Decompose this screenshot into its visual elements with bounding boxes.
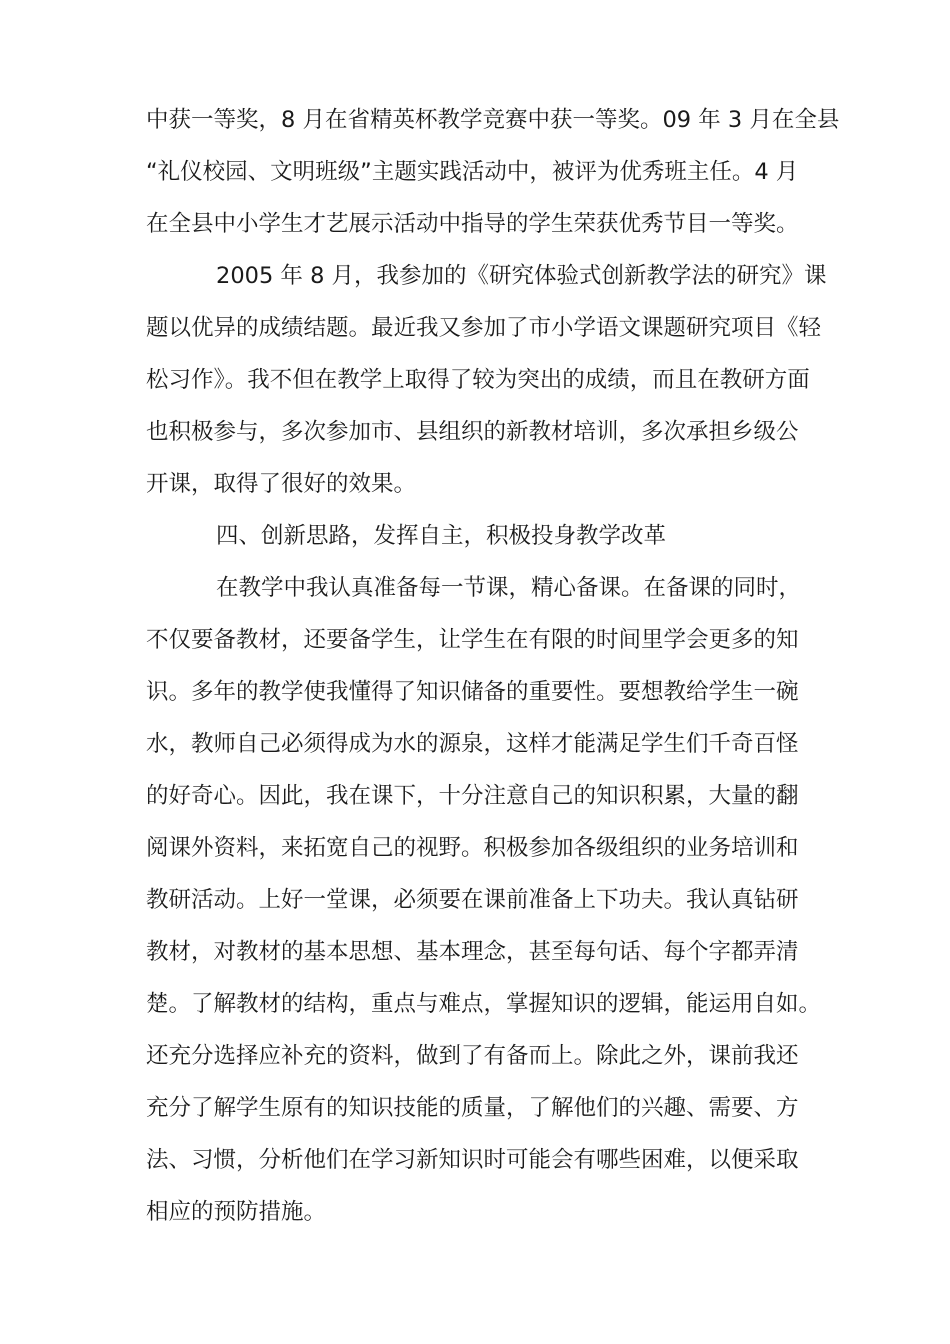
text-line: 充分了解学生原有的知识技能的质量，了解他们的兴趣、需要、方 — [146, 1095, 799, 1121]
document-body — [146, 94, 840, 1238]
text-line: 还充分选择应补充的资料，做到了有备而上。除此之外，课前我还 — [146, 1043, 799, 1069]
text-line: 楚。了解教材的结构，重点与难点，掌握知识的逻辑，能运用自如。 — [146, 991, 822, 1017]
text-line: 也积极参与，多次参加市、县组织的新教材培训，多次承担乡级公 — [146, 419, 799, 445]
text-line: 开课，取得了很好的效果。 — [146, 471, 417, 497]
text-line: 不仅要备教材，还要备学生，让学生在有限的时间里学会更多的知 — [146, 627, 799, 653]
text-line: 教材，对教材的基本思想、基本理念，甚至每句话、每个字都弄清 — [146, 939, 799, 965]
text-line: 的好奇心。因此，我在课下，十分注意自己的知识积累，大量的翻 — [146, 783, 799, 809]
text-line: 教研活动。上好一堂课，必须要在课前准备上下功夫。我认真钻研 — [146, 887, 799, 913]
text-line: 中获一等奖，8 月在省精英杯教学竞赛中获一等奖。09 年 3 月在全县 — [146, 107, 840, 133]
text-line: 阅课外资料，来拓宽自己的视野。积极参加各级组织的业务培训和 — [146, 835, 799, 861]
text-line: 松习作》。我不但在教学上取得了较为突出的成绩，而且在教研方面 — [146, 367, 810, 393]
text-line: 法、习惯，分析他们在学习新知识时可能会有哪些困难，以便采取 — [146, 1147, 799, 1173]
text-line: 题以优异的成绩结题。最近我又参加了市小学语文课题研究项目《轻 — [146, 315, 822, 341]
text-line: 在教学中我认真准备每一节课，精心备课。在备课的同时， — [216, 575, 802, 601]
text-line: “礼仪校园、文明班级”主题实践活动中，被评为优秀班主任。4 月 — [146, 159, 799, 185]
text-line: 相应的预防措施。 — [146, 1199, 327, 1225]
section-heading: 四、创新思路，发挥自主，积极投身教学改革 — [216, 523, 667, 549]
paragraph-lesson-preparation — [146, 562, 822, 1238]
text-line: 水，教师自己必须得成为水的源泉，这样才能满足学生们千奇百怪 — [146, 731, 799, 757]
text-line: 识。多年的教学使我懂得了知识储备的重要性。要想教给学生一碗 — [146, 679, 799, 705]
text-line: 在全县中小学生才艺展示活动中指导的学生荣获优秀节目一等奖。 — [146, 211, 799, 237]
paragraph-research — [146, 250, 827, 510]
text-line: 2005 年 8 月，我参加的《研究体验式创新教学法的研究》课 — [216, 263, 827, 289]
paragraph-awards — [146, 94, 840, 250]
